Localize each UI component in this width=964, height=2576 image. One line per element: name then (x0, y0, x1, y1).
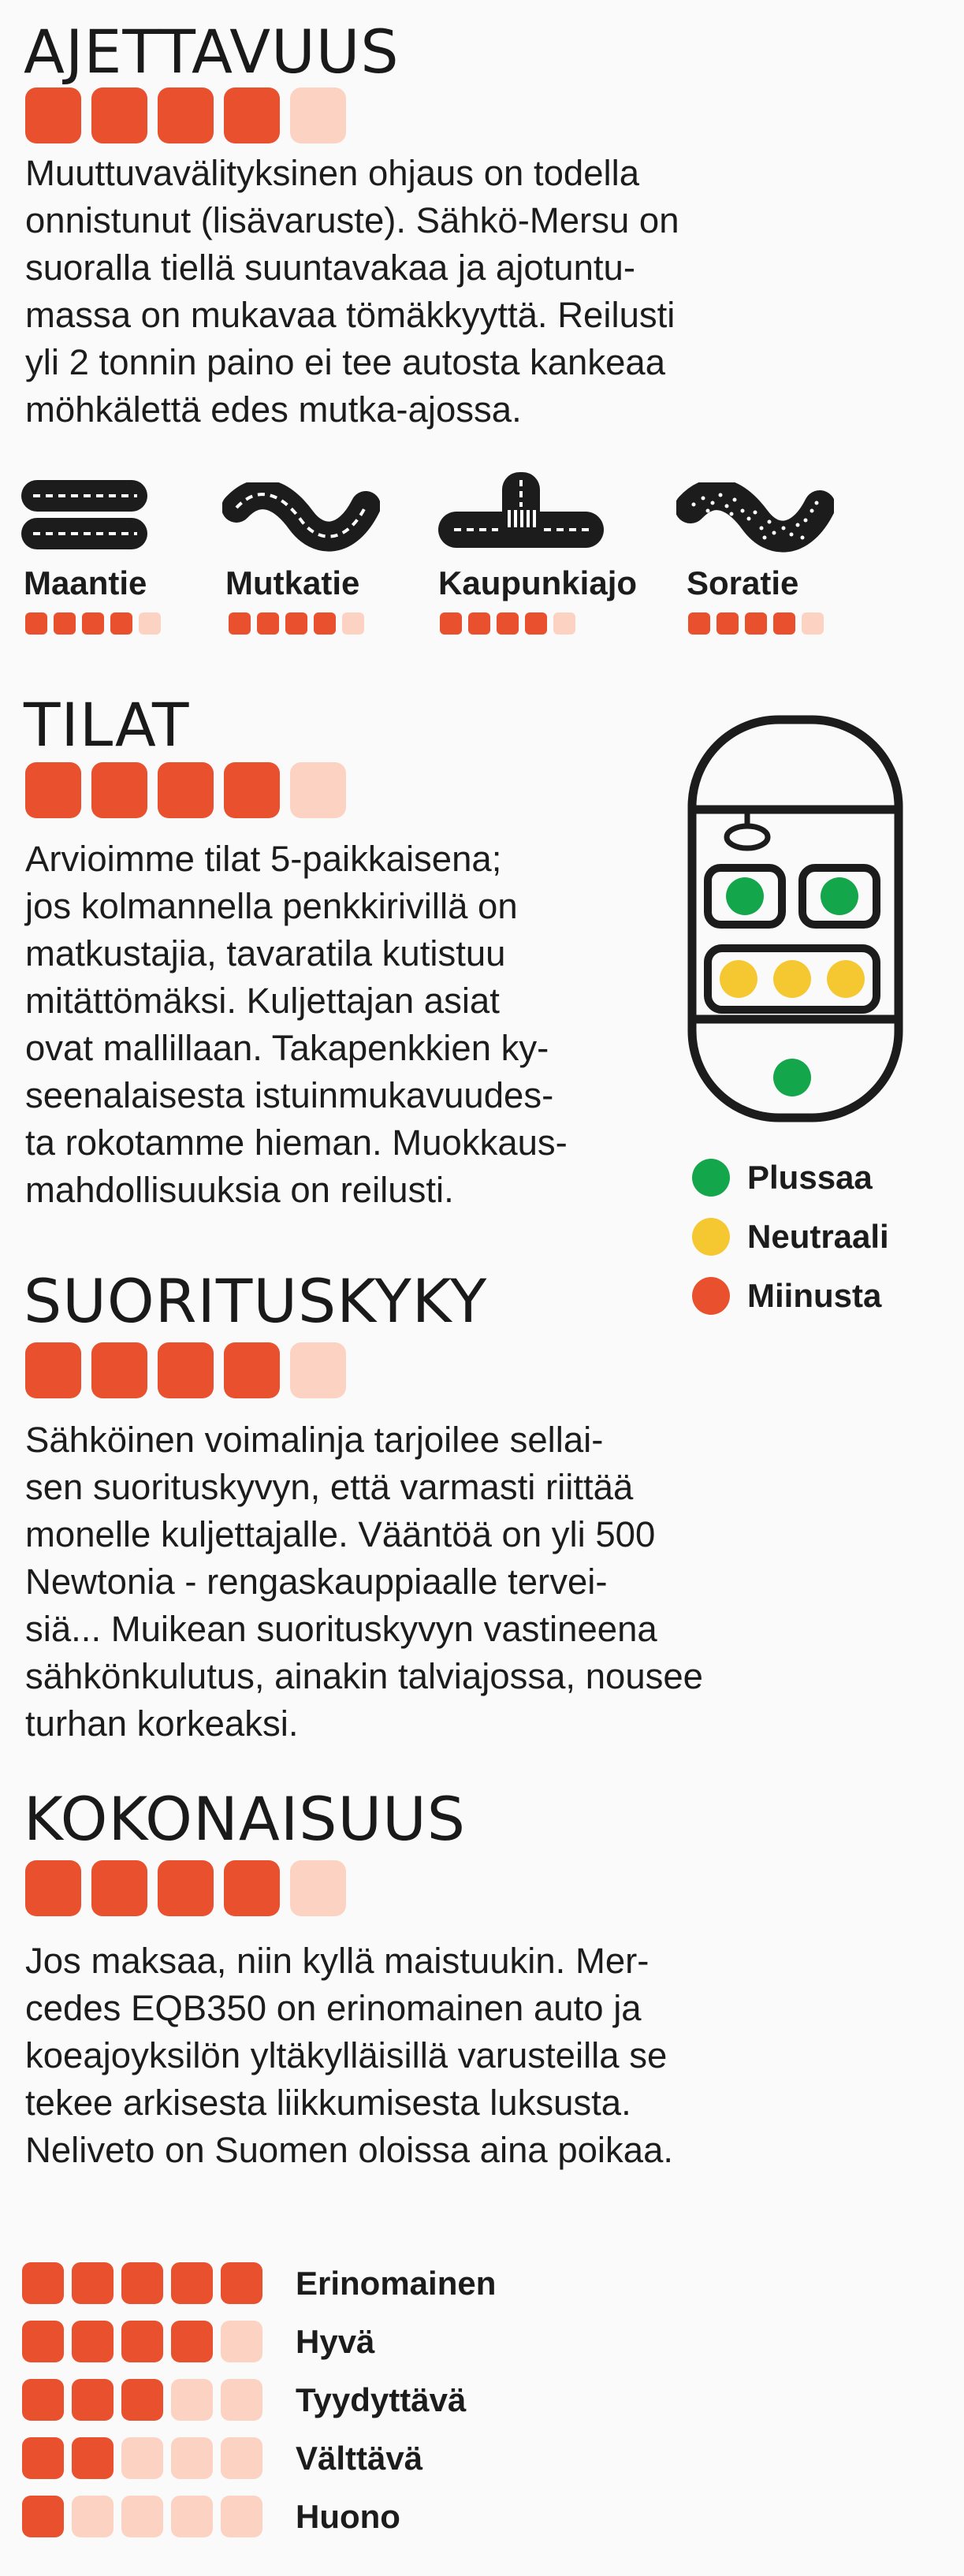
rating-square-filled (158, 1342, 214, 1398)
text-line: suoralla tiellä suuntavakaa ja ajotuntu- (25, 248, 635, 288)
road-label-maantie: Maantie (24, 564, 147, 601)
text-line: ta rokotamme hieman. Muokkaus- (25, 1122, 568, 1163)
text-line: Newtonia - rengaskauppiaalle tervei- (25, 1562, 608, 1602)
rating-square-filled (745, 612, 767, 635)
text-line: onnistunut (lisävaruste). Sähkö-Mersu on (25, 200, 679, 240)
rating-square-filled (158, 1860, 214, 1916)
rating-square-empty (553, 612, 575, 635)
legend-label-neutraali: Neutraali (747, 1218, 889, 1255)
rating-square-empty (171, 2437, 213, 2479)
rating-square-empty (171, 2379, 213, 2421)
text-line: yli 2 tonnin paino ei tee autosta kankeaa (25, 342, 666, 382)
rating-square-filled (314, 612, 336, 635)
legend-item-plussaa (692, 1159, 889, 1197)
legend-label-miinusta: Miinusta (747, 1277, 882, 1314)
rating-square-filled (72, 2437, 114, 2479)
rating-square-filled (22, 2496, 64, 2537)
rating-square-empty (221, 2496, 262, 2537)
paragraph-ajettavuus (25, 150, 679, 434)
rating-square-filled (224, 1342, 280, 1398)
rating-square-filled (171, 2321, 213, 2362)
rating-legend-label: Tyydyttävä (296, 2381, 467, 2418)
rating-square-filled (25, 612, 47, 635)
rating-legend-label: Välttävä (296, 2439, 423, 2477)
seat-legend (692, 1159, 889, 1315)
rating-square-filled (91, 1860, 147, 1916)
car-seating-icon (686, 713, 906, 1127)
neutral-dot-icon (692, 1218, 730, 1256)
rating-suorituskyky (25, 1342, 346, 1398)
road-label-kaupunkiajo: Kaupunkiajo (438, 564, 638, 601)
rating-square-filled (716, 612, 739, 635)
text-line: sen suorituskyvyn, että varmasti riittää (25, 1467, 634, 1507)
rating-square-filled (229, 612, 251, 635)
rating-legend-label: Huono (296, 2497, 400, 2535)
rating-legend-row (22, 2496, 496, 2537)
rating-legend-label: Hyvä (296, 2322, 375, 2360)
text-line: Neliveto on Suomen oloissa aina poikaa. (25, 2130, 674, 2170)
rating-square-empty (221, 2437, 262, 2479)
rating-legend-squares (22, 2379, 262, 2421)
rating-square-filled (121, 2321, 163, 2362)
road-label-mutkatie: Mutkatie (225, 564, 360, 601)
text-line: Arvioimme tilat 5-paikkaisena; (25, 839, 502, 879)
text-line: cedes EQB350 on erinomainen auto ja (25, 1988, 642, 2028)
text-line: ovat mallillaan. Takapenkkien ky- (25, 1028, 549, 1068)
text-line: massa on mukavaa tömäkkyyttä. Reilusti (25, 295, 676, 335)
rating-tilat (25, 762, 346, 818)
rating-square-filled (25, 1342, 81, 1398)
rating-square-filled (224, 87, 280, 143)
section-title-ajettavuus: AJETTAVUUS (24, 17, 400, 87)
rating-square-filled (22, 2437, 64, 2479)
paragraph-tilat (25, 836, 568, 1214)
legend-item-neutraali (692, 1218, 889, 1256)
rating-square-filled (25, 87, 81, 143)
rating-legend (22, 2262, 496, 2537)
rating-square-empty (171, 2496, 213, 2537)
section-title-suorituskyky: SUORITUSKYKY (24, 1266, 488, 1336)
rating-square-filled (22, 2321, 64, 2362)
rating-square-filled (221, 2262, 262, 2304)
rating-square-filled (25, 762, 81, 818)
text-line: seenalaisesta istuinmukavuudes- (25, 1075, 554, 1115)
text-line: matkustajia, tavaratila kutistuu (25, 933, 506, 973)
text-line: turhan korkeaksi. (25, 1703, 299, 1744)
minus-dot-icon (692, 1277, 730, 1315)
rating-legend-squares (22, 2321, 262, 2362)
rating-square-filled (224, 1860, 280, 1916)
paragraph-suorituskyky (25, 1416, 703, 1748)
legend-item-miinusta (692, 1277, 889, 1315)
text-line: Jos maksaa, niin kyllä maistuukin. Mer- (25, 1941, 649, 1981)
rating-square-empty (290, 87, 346, 143)
text-line: jos kolmannella penkkirivillä on (25, 886, 518, 926)
rating-square-filled (72, 2379, 114, 2421)
rating-square-empty (139, 612, 161, 635)
rating-square-filled (285, 612, 307, 635)
rating-square-filled (773, 612, 795, 635)
section-title-kokonaisuus: KOKONAISUUS (24, 1784, 466, 1854)
rating-square-filled (110, 612, 132, 635)
rating-ajettavuus (25, 87, 346, 143)
text-line: möhkälettä edes mutka-ajossa. (25, 389, 522, 430)
text-line: sähkönkulutus, ainakin talviajossa, nousee (25, 1656, 703, 1696)
rating-square-empty (342, 612, 364, 635)
rating-square-empty (290, 762, 346, 818)
rating-square-empty (72, 2496, 114, 2537)
rating-legend-row (22, 2379, 496, 2421)
rating-square-filled (171, 2262, 213, 2304)
rating-mutkatie (229, 612, 364, 635)
legend-label-plussaa: Plussaa (747, 1159, 873, 1196)
rating-square-filled (91, 87, 147, 143)
rating-legend-row (22, 2321, 496, 2362)
rating-square-empty (290, 1342, 346, 1398)
rating-legend-squares (22, 2262, 262, 2304)
rating-square-filled (91, 1342, 147, 1398)
rating-square-filled (468, 612, 490, 635)
city-road-icon (437, 471, 606, 557)
text-line: Muuttuvavälityksinen ohjaus on todella (25, 153, 640, 193)
rating-kokonaisuus (25, 1860, 346, 1916)
rating-kaupunkiajo (440, 612, 575, 635)
text-line: mahdollisuuksia on reilusti. (25, 1170, 454, 1210)
rating-square-filled (54, 612, 76, 635)
rating-square-filled (224, 762, 280, 818)
paragraph-kokonaisuus (25, 1938, 673, 2174)
rating-square-filled (22, 2262, 64, 2304)
rating-square-filled (497, 612, 519, 635)
rating-square-filled (688, 612, 710, 635)
text-line: Sähköinen voimalinja tarjoilee sellai- (25, 1420, 604, 1460)
rating-legend-row (22, 2437, 496, 2479)
rating-square-filled (158, 762, 214, 818)
rating-square-empty (121, 2437, 163, 2479)
rating-square-filled (158, 87, 214, 143)
text-line: tekee arkisesta liikkumisesta luksusta. (25, 2083, 631, 2123)
plus-dot-icon (692, 1159, 730, 1197)
text-line: koeajoyksilön yltäkylläisillä varusteilla se (25, 2035, 668, 2075)
rating-legend-squares (22, 2496, 262, 2537)
rating-square-empty (290, 1860, 346, 1916)
rating-square-filled (440, 612, 462, 635)
text-line: siä... Muikean suorituskyvyn vastineena (25, 1609, 657, 1649)
rating-legend-squares (22, 2437, 262, 2479)
rating-legend-label: Erinomainen (296, 2264, 497, 2302)
highway-icon (19, 477, 153, 556)
gravel-road-icon (676, 482, 834, 553)
text-line: mitättömäksi. Kuljettajan asiat (25, 981, 500, 1021)
rating-square-filled (72, 2262, 114, 2304)
winding-road-icon (222, 482, 380, 553)
rating-square-filled (22, 2379, 64, 2421)
rating-square-filled (72, 2321, 114, 2362)
rating-square-filled (257, 612, 279, 635)
section-title-tilat: TILAT (24, 690, 190, 760)
rating-square-filled (82, 612, 104, 635)
rating-soratie (688, 612, 824, 635)
rating-square-empty (121, 2496, 163, 2537)
road-label-soratie: Soratie (687, 564, 799, 601)
rating-square-filled (121, 2262, 163, 2304)
rating-square-filled (91, 762, 147, 818)
rating-legend-row (22, 2262, 496, 2304)
rating-square-empty (802, 612, 824, 635)
rating-square-filled (121, 2379, 163, 2421)
rating-maantie (25, 612, 161, 635)
rating-square-filled (525, 612, 547, 635)
rating-square-empty (221, 2321, 262, 2362)
text-line: monelle kuljettajalle. Vääntöä on yli 500 (25, 1514, 656, 1554)
rating-square-empty (221, 2379, 262, 2421)
rating-square-filled (25, 1860, 81, 1916)
